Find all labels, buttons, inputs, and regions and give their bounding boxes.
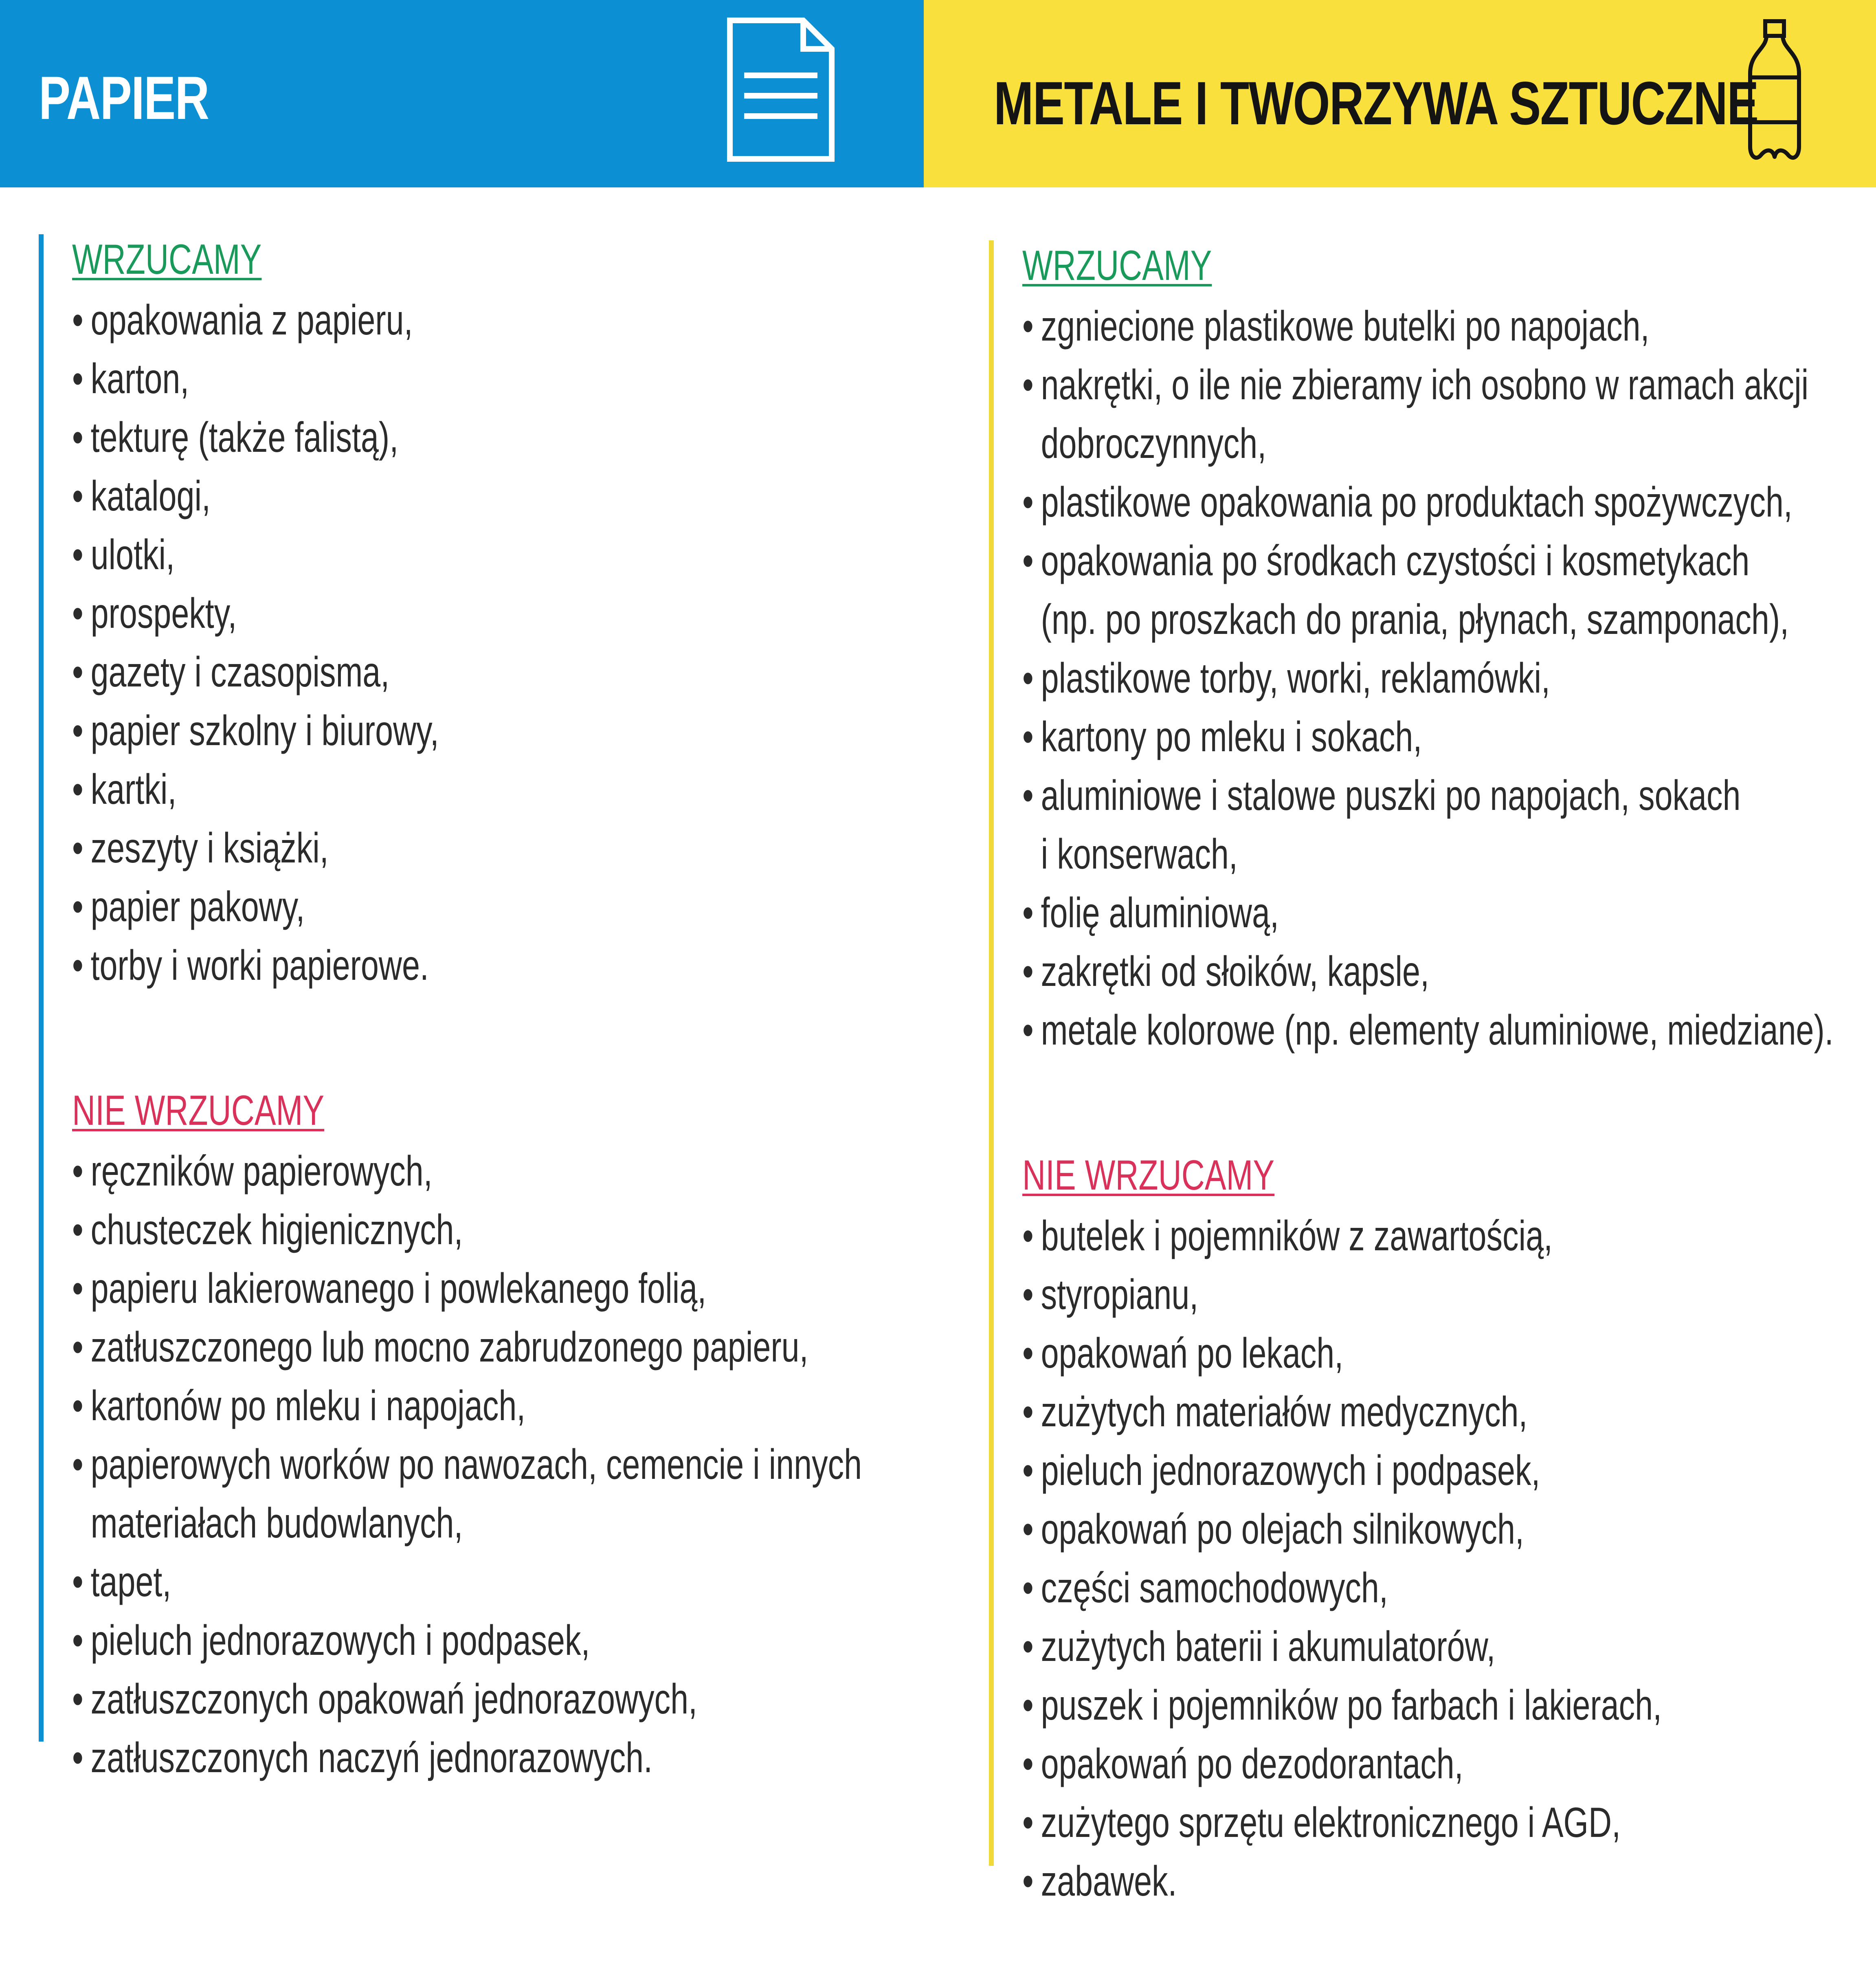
list-item: [1022, 649, 1827, 708]
metale-nie-wrzucamy-label: NIE WRZUCAMY: [1022, 1152, 1275, 1199]
list-item: [1022, 1500, 1827, 1559]
papier-title: PAPIER: [39, 64, 209, 132]
list-item: [1022, 708, 1827, 766]
list-item-text: • puszek i pojemników po farbach i lakierach,: [1041, 1682, 1662, 1729]
list-item-text: • gazety i czasopisma,: [90, 649, 390, 696]
list-item-text: • plastikowe opakowania po produktach spożywczych,: [1041, 479, 1793, 526]
list-item: [72, 936, 877, 995]
list-item-text: • tekturę (także falistą),: [90, 414, 399, 461]
list-item: [1022, 532, 1827, 649]
list-item: [72, 467, 877, 526]
list-item-text: • pieluch jednorazowych i podpasek,: [1041, 1447, 1540, 1494]
list-item: [72, 1435, 877, 1553]
list-item: [72, 1611, 877, 1670]
list-item-text: • styropianu,: [1041, 1271, 1199, 1318]
list-item: [1022, 1207, 1827, 1265]
list-item-text: • plastikowe torby, worki, reklamówki,: [1041, 655, 1550, 702]
list-item-text: • metale kolorowe (np. elementy aluminiowe, miedziane).: [1041, 1007, 1834, 1054]
list-item-text: • kartony po mleku i sokach,: [1041, 713, 1422, 761]
list-item: [1022, 766, 1827, 884]
list-item-text: • folię aluminiową,: [1041, 889, 1279, 937]
list-item-text: • prospekty,: [90, 590, 237, 637]
metale-column: [989, 240, 1869, 1905]
papier-header: [0, 0, 924, 187]
list-item: [1022, 1676, 1827, 1735]
list-item-text: • części samochodowych,: [1041, 1564, 1388, 1612]
list-item-text: • zakrętki od słoików, kapsle,: [1041, 948, 1429, 995]
list-item: [72, 1142, 877, 1201]
list-item: [1022, 1793, 1827, 1852]
list-item-text: • karton,: [90, 355, 189, 403]
list-item-text: materiałach budowlanych,: [90, 1500, 463, 1547]
papier-column: [39, 234, 915, 1782]
list-item: [1022, 356, 1827, 473]
list-item-text: • butelek i pojemników z zawartością,: [1041, 1212, 1553, 1260]
list-item-text: • katalogi,: [90, 473, 211, 520]
list-item-text: • papierowych worków po nawozach, cemencie i innych: [90, 1441, 862, 1488]
list-item: [1022, 297, 1827, 356]
list-item-text: • zużytych baterii i akumulatorów,: [1041, 1623, 1496, 1670]
list-item: [72, 1259, 877, 1318]
list-item-text: • zatłuszczonych opakowań jednorazowych,: [90, 1676, 698, 1723]
list-item: [72, 1201, 877, 1259]
list-item-text: • zatłuszczonych naczyń jednorazowych.: [90, 1734, 653, 1782]
metale-wrzucamy-list: [1022, 297, 1834, 1060]
list-item: [72, 1377, 877, 1435]
list-item: [72, 643, 877, 702]
list-item: [72, 526, 877, 584]
list-item: [72, 291, 877, 350]
list-item: [72, 1670, 877, 1729]
list-item-text: • papieru lakierowanego i powlekanego folią,: [90, 1265, 707, 1312]
list-item-text: • ręczników papierowych,: [90, 1148, 433, 1195]
list-item: [72, 878, 877, 936]
list-item-text: (np. po proszkach do prania, płynach, szamponach),: [1041, 596, 1789, 643]
list-item: [72, 1729, 877, 1787]
list-item: [1022, 1735, 1827, 1793]
list-item-text: • nakrętki, o ile nie zbieramy ich osobno w ramach akcji: [1041, 361, 1809, 409]
list-item: [72, 760, 877, 819]
list-item-text: • kartki,: [90, 766, 177, 813]
metale-title: METALE I TWORZYWA SZTUCZNE: [994, 69, 1758, 137]
metale-wrzucamy-label: WRZUCAMY: [1022, 242, 1212, 289]
list-item-text: • zużytego sprzętu elektronicznego i AGD,: [1041, 1799, 1621, 1846]
list-item: [1022, 473, 1827, 532]
list-item: [72, 1318, 877, 1377]
list-item-text: • kartonów po mleku i napojach,: [90, 1382, 526, 1430]
list-item: [1022, 1617, 1827, 1676]
list-item: [72, 408, 877, 467]
list-item: [72, 350, 877, 408]
list-item: [72, 1553, 877, 1611]
list-item-text: • torby i worki papierowe.: [90, 942, 429, 989]
bottle-icon: [1744, 16, 1805, 167]
list-item-text: • zabawek.: [1041, 1858, 1177, 1905]
list-item: [1022, 884, 1827, 942]
list-item: [1022, 1324, 1827, 1383]
list-item-text: • papier szkolny i biurowy,: [90, 707, 439, 754]
list-item-text: • opakowań po dezodorantach,: [1041, 1740, 1463, 1788]
list-item: [1022, 1001, 1834, 1060]
papier-wrzucamy-list: [72, 291, 877, 995]
list-item-text: • zeszyty i książki,: [90, 825, 329, 872]
list-item-text: • chusteczek higienicznych,: [90, 1206, 463, 1254]
list-item-text: • tapet,: [90, 1558, 171, 1606]
list-item: [1022, 1265, 1827, 1324]
list-item-text: • ulotki,: [90, 531, 175, 578]
list-item: [1022, 942, 1827, 1001]
list-item-text: • opakowania z papieru,: [90, 297, 413, 344]
list-item: [1022, 1559, 1827, 1617]
list-item-text: • opakowań po lekach,: [1041, 1330, 1344, 1377]
list-item: [1022, 1852, 1827, 1911]
list-item-text: • zużytych materiałów medycznych,: [1041, 1388, 1528, 1436]
document-icon: [726, 16, 836, 163]
papier-wrzucamy-label: WRZUCAMY: [72, 236, 262, 283]
list-item-text: dobroczynnych,: [1041, 420, 1267, 467]
papier-nie-wrzucamy-label: NIE WRZUCAMY: [72, 1087, 325, 1134]
list-item: [72, 584, 877, 643]
list-item-text: • papier pakowy,: [90, 883, 305, 930]
list-item-text: • opakowania po środkach czystości i kosmetykach: [1041, 537, 1750, 585]
list-item: [72, 702, 877, 760]
list-item: [72, 819, 877, 878]
list-item-text: • aluminiowe i stalowe puszki po napojach, sokach: [1041, 772, 1741, 819]
list-item-text: • zatłuszczonego lub mocno zabrudzonego papieru,: [90, 1324, 808, 1371]
papier-nie-wrzucamy-list: [72, 1142, 877, 1787]
list-item: [1022, 1383, 1827, 1441]
list-item-text: • zgniecione plastikowe butelki po napojach,: [1041, 303, 1650, 350]
metale-header: [924, 0, 1876, 187]
list-item: [1022, 1441, 1827, 1500]
list-item-text: • opakowań po olejach silnikowych,: [1041, 1506, 1524, 1553]
list-item-text: • pieluch jednorazowych i podpasek,: [90, 1617, 590, 1664]
metale-nie-wrzucamy-list: [1022, 1207, 1827, 1911]
list-item-text: i konserwach,: [1041, 831, 1238, 878]
